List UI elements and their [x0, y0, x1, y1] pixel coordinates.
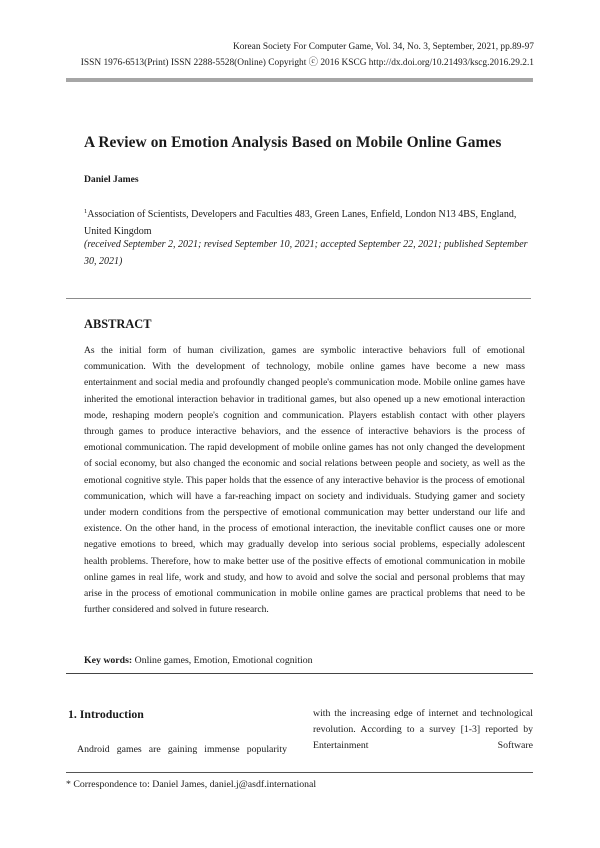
- keywords: [84, 655, 313, 666]
- keywords-divider: [66, 673, 533, 674]
- keywords-label: Key words:: [84, 655, 133, 666]
- abstract-heading: ABSTRACT: [84, 317, 152, 331]
- affiliation-mark: 1: [84, 208, 88, 215]
- keywords-text: Online games, Emotion, Emotional cognition: [134, 655, 313, 666]
- abstract-text: As the initial form of human civilization, games are symbolic interactive behaviors full of emotional communication. With the development of technology, mobile online games have become a new mass entertainment and social media and profoundly changed people's communication mode. Mobile online games have inherited the emotional interaction behavior in traditional games, but also opened up a new emotional interaction mode, reshaping modern people's cognition and communication. Players establish contact with other players through games to produce interactive behaviors, and the essence of interactive behaviors is the process of emotional communication. The rapid development of mobile online games has not only changed the development of social economy, but also changed the economic and social relations between people and society, as well as the emotional cognitive style. This paper holds that the essence of any interactive behavior is the process of emotional communication, which will have a far-reaching impact on society and individuals. Studying gamer and society under modern conditions from the perspective of emotional communication may better understand our life and existence. On the other hand, in the process of emotional interaction, the inevitable conflict causes one or more negative emotions to breed, which may gradually develop into serious social problems, especially adolescent health problems. Therefore, how to make better use of the positive effects of emotional communication in mobile online games in real life, work and study, and how to avoid and solve the social and personal problems that may arise in the process of emotional communication in mobile online games are practical problems that need to be further considered and solved in future research.: [84, 345, 525, 616]
- correspondence-footnote: * Correspondence to: Daniel James, daniel.j@asdf.international: [66, 779, 317, 790]
- affiliation-text: Association of Scientists, Developers and Faculties 483, Green Lanes, Enfield, London N13 4BS, England, United Kingdom: [84, 209, 517, 237]
- footnote-divider: [66, 772, 533, 773]
- issn-doi-line: ISSN 1976-6513(Print) ISSN 2288-5528(Online) Copyright ⓒ 2016 KSCG http://dx.doi.org/10.21493/kscg.2016.29.2.1: [80, 58, 534, 68]
- journal-citation-line: Korean Society For Computer Game, Vol. 34, No. 3, September, 2021, pp.89-97: [232, 42, 534, 52]
- section-divider: [66, 298, 531, 299]
- author-name: Daniel James: [84, 174, 139, 185]
- introduction-right-column: with the increasing edge of internet and technological revolution. According to a survey [1-3] reported by Entertainment Software: [313, 708, 533, 752]
- affiliation: [84, 204, 532, 240]
- introduction-heading: 1. Introduction: [68, 707, 144, 721]
- introduction-left-column: Android games are gaining immense popularity: [77, 744, 287, 755]
- header-divider-bar: [66, 78, 533, 82]
- paper-title: A Review on Emotion Analysis Based on Mobile Online Games: [84, 134, 502, 151]
- publication-dates: (received September 2, 2021; revised September 10, 2021; accepted September 22, 2021; published September 30, 2021): [84, 239, 528, 267]
